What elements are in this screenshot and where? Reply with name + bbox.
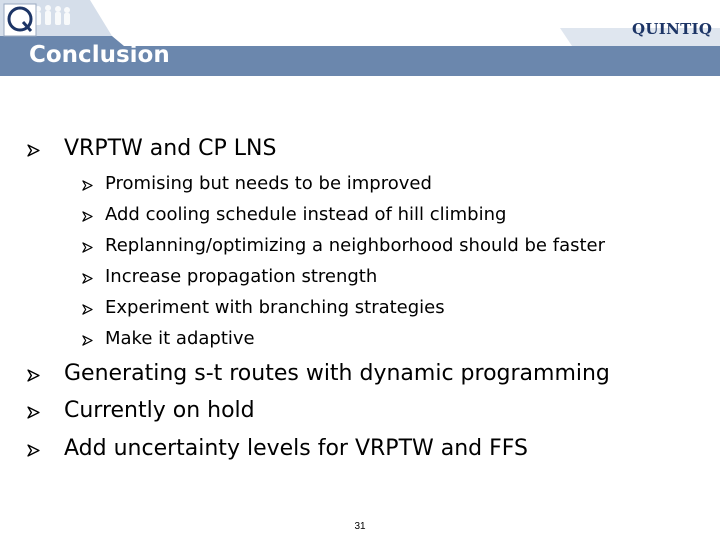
arrowhead-bullet-icon xyxy=(27,406,40,419)
arrowhead-bullet-icon xyxy=(27,444,40,457)
slide-title: Conclusion xyxy=(29,42,170,68)
arrowhead-bullet-icon xyxy=(82,180,93,191)
sub-bullet-item: Replanning/optimizing a neighborhood should be faster xyxy=(105,235,606,256)
bullet-item: Add uncertainty levels for VRPTW and FFS xyxy=(64,436,529,461)
page-number: 31 xyxy=(354,521,366,532)
sub-bullet-item: Increase propagation strength xyxy=(105,266,378,287)
arrowhead-bullet-icon xyxy=(27,369,40,382)
arrowhead-bullet-icon xyxy=(82,242,93,253)
arrowhead-bullet-icon xyxy=(82,211,93,222)
arrowhead-bullet-icon xyxy=(82,273,93,284)
bullet-item: Currently on hold xyxy=(64,398,255,423)
arrowhead-bullet-icon xyxy=(82,335,93,346)
sub-bullet-item: Promising but needs to be improved xyxy=(105,173,432,194)
sub-bullet-item: Experiment with branching strategies xyxy=(105,297,445,318)
sub-bullet-item: Add cooling schedule instead of hill climbing xyxy=(105,204,507,225)
sub-bullet-item: Make it adaptive xyxy=(105,328,255,349)
bullet-item: VRPTW and CP LNS xyxy=(64,136,277,161)
logo-wordmark: QUINTIQ xyxy=(632,20,713,38)
arrowhead-bullet-icon xyxy=(27,144,40,157)
arrowhead-bullet-icon xyxy=(82,304,93,315)
bullet-item: Generating s-t routes with dynamic programming xyxy=(64,361,610,386)
